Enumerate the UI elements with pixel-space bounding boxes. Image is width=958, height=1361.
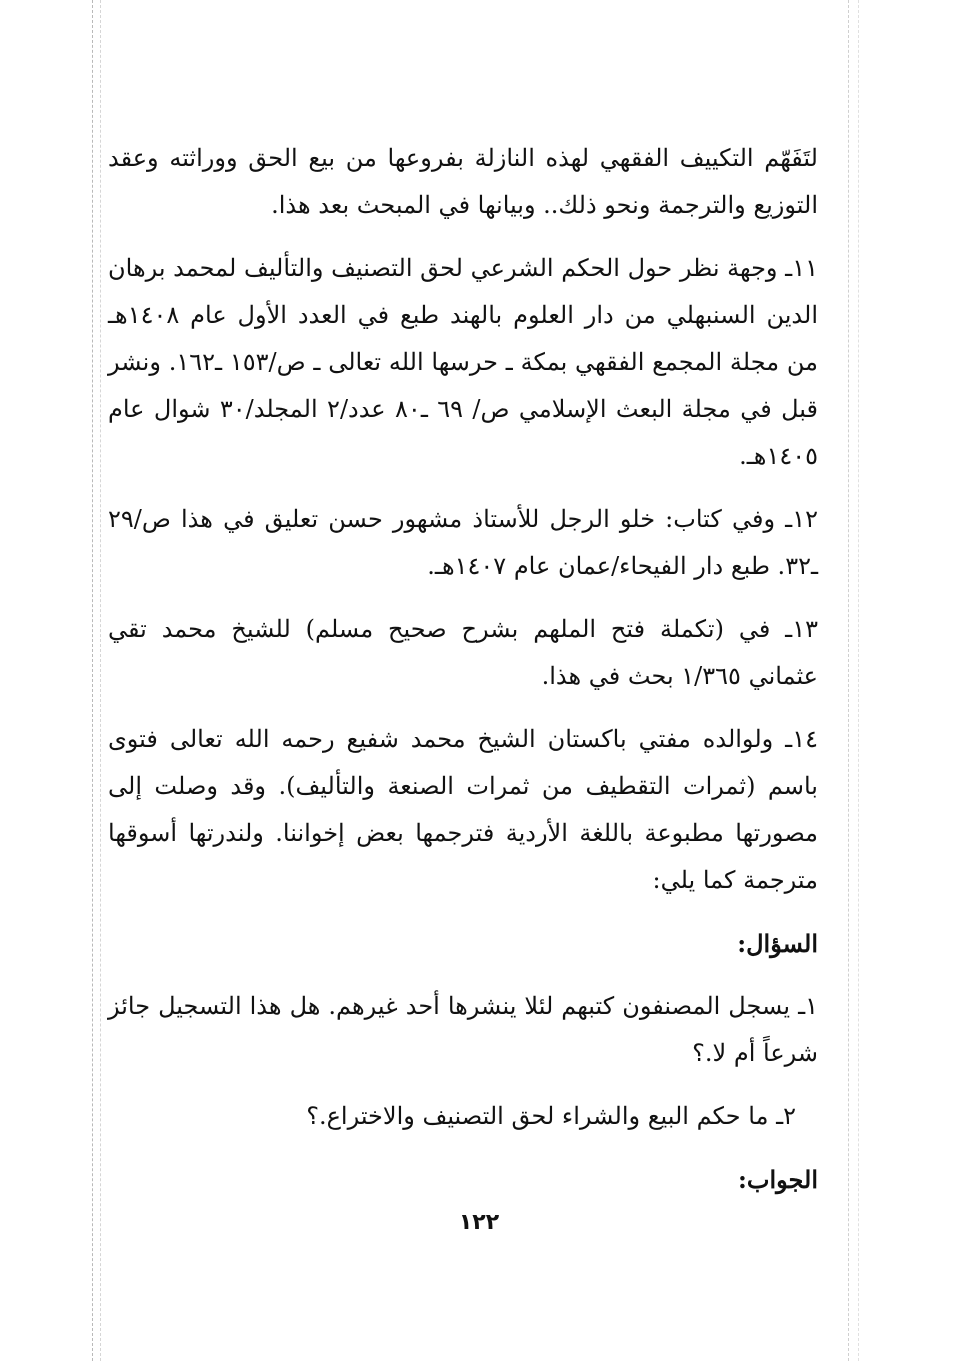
page-fold-line [848,0,849,1361]
question-2: ٢ـ ما حكم البيع والشراء لحق التصنيف والاختراع.؟ [306,1102,796,1130]
answer-heading: الجواب: [738,1165,818,1194]
paragraph-note-14: ١٤ـ ولوالده مفتي باكستان الشيخ محمد شفيع رحمه الله تعالى فتوى باسم (ثمرات التقطيف من ثمرات الصنعة والتأليف). وقد وصلت إلى مصورتها مطبوعة باللغة الأردية فترجمها بعض إخواننا. ولندرتها أسوقها مترجمة كما يلي: [108,725,818,894]
question-heading: السؤال: [737,929,818,958]
question-1: ١ـ يسجل المصنفون كتبهم لئلا ينشرها أحد غيرهم. هل هذا التسجيل جائز شرعاً أم لا.؟ [108,992,818,1067]
page-body [108,135,818,1203]
page-fold-line [100,0,101,1361]
paragraph-note-13: ١٣ـ في (تكملة فتح الملهم بشرح صحيح مسلم) للشيخ محمد تقي عثماني ١/٣٦٥ بحث في هذا. [108,615,818,690]
paragraph-note-11: ١١ـ وجهة نظر حول الحكم الشرعي لحق التصنيف والتأليف لمحمد برهان الدين السنبهلي من دار العلوم بالهند طبع في العدد الأول عام ١٤٠٨هـ من مجلة المجمع الفقهي بمكة ـ حرسها الله تعالى ـ ص/١٥٣ ـ١٦٢. ونشر قبل في مجلة البعث الإسلامي ص/ ٦٩ ـ٨٠ عدد/٢ المجلد/٣٠ شوال عام ١٤٠٥هـ. [108,254,818,470]
paragraph-intro: لتَفَهّم التكييف الفقهي لهذه النازلة بفروعها من بيع الحق ووراثته وعقد التوزيع والترجمة ونحو ذلك.. وبيانها في المبحث بعد هذا. [108,144,818,219]
page-number: ١٢٢ [458,1210,500,1235]
page-fold-line [858,0,859,1361]
page-fold-line [92,0,93,1361]
paragraph-note-12: ١٢ـ وفي كتاب: خلو الرجل للأستاذ مشهور حسن تعليق في هذا ص/٢٩ ـ٣٢. طبع دار الفيحاء/عمان عام ١٤٠٧هـ. [108,505,818,580]
